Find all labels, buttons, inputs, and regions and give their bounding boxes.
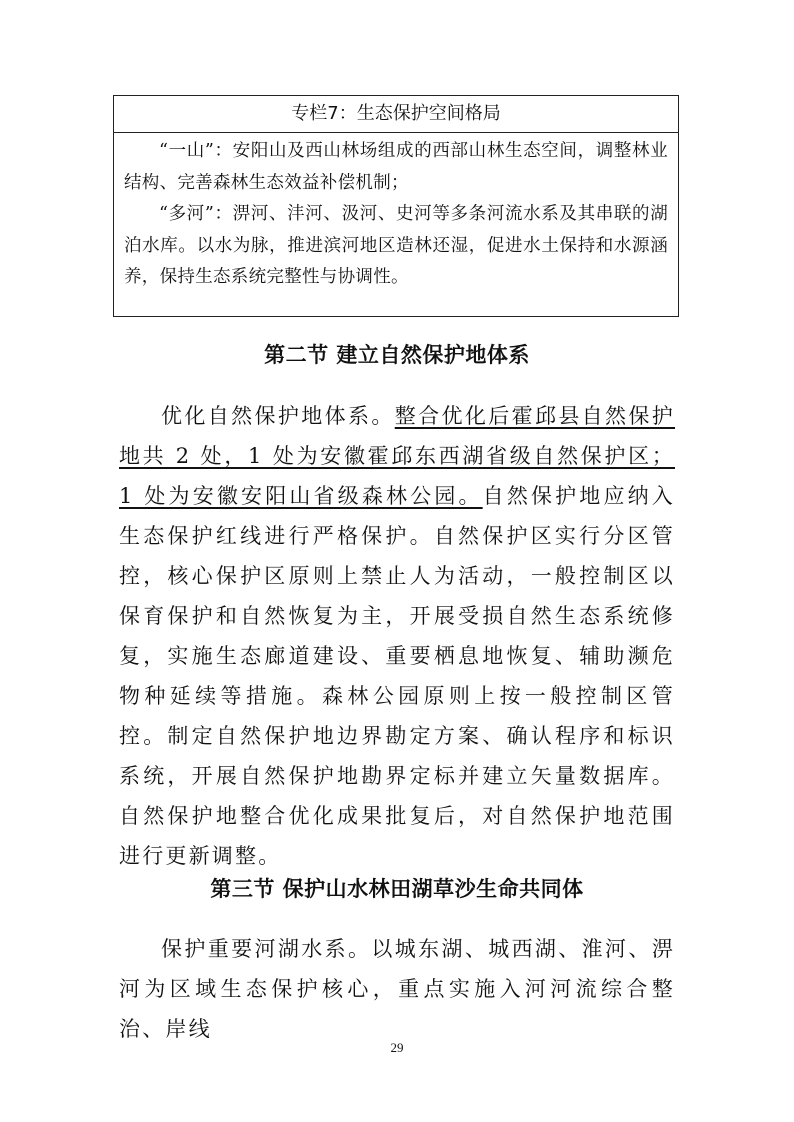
section2-underlined-text: 整合优化后霍邱县自然保护地共 2 处，1 处为安徽霍邱东西湖省级自然保护区；1 处为安徽安阳山省级森林公园。 (119, 404, 676, 508)
column-box-paragraph-mountain: “一山”：安阳山及西山林场组成的西部山林生态空间，调整林业结构、完善森林生态效益补偿机制； (124, 141, 668, 193)
section2-paragraph (119, 396, 675, 876)
column-box-title: 专栏7：生态保护空间格局 (114, 96, 678, 133)
page-number: 29 (390, 1040, 404, 1055)
section2-body-text: 自然保护地应纳入生态保护红线进行严格保护。自然保护区实行分区管控，核心保护区原则上禁止人为活动，一般控制区以保育保护和自然恢复为主，开展受损自然生态系统修复，实施生态廊道建设、重要栖息地恢复、辅助濒危物种延续等措施。森林公园原则上按一般控制区管控。制定自然保护地边界勘定方案、确认程序和标识系统，开展自然保护地勘界定标并建立矢量数据库。自然保护地整合优化成果批复后，对自然保护地范围进行更新调整。 (119, 484, 675, 868)
section2-lead-sentence: 优化自然保护地体系。 (161, 404, 395, 428)
section2-heading: 第二节 建立自然保护地体系 (264, 343, 530, 367)
column-box-paragraph-rivers: “多河”：淠河、沣河、汲河、史河等多条河流水系及其串联的湖泊水库。以水为脉，推进滨河地区造林还湿，促进水土保持和水源涵养，保持生态系统完整性与协调性。 (124, 204, 668, 287)
section3-paragraph: 保护重要河湖水系。以城东湖、城西湖、淮河、淠河为区域生态保护核心，重点实施入河河流综合整治、岸线 (119, 937, 675, 1041)
section3-heading: 第三节 保护山水林田湖草沙生命共同体 (210, 877, 584, 901)
column-box-body (114, 136, 678, 294)
column-box (113, 95, 679, 317)
